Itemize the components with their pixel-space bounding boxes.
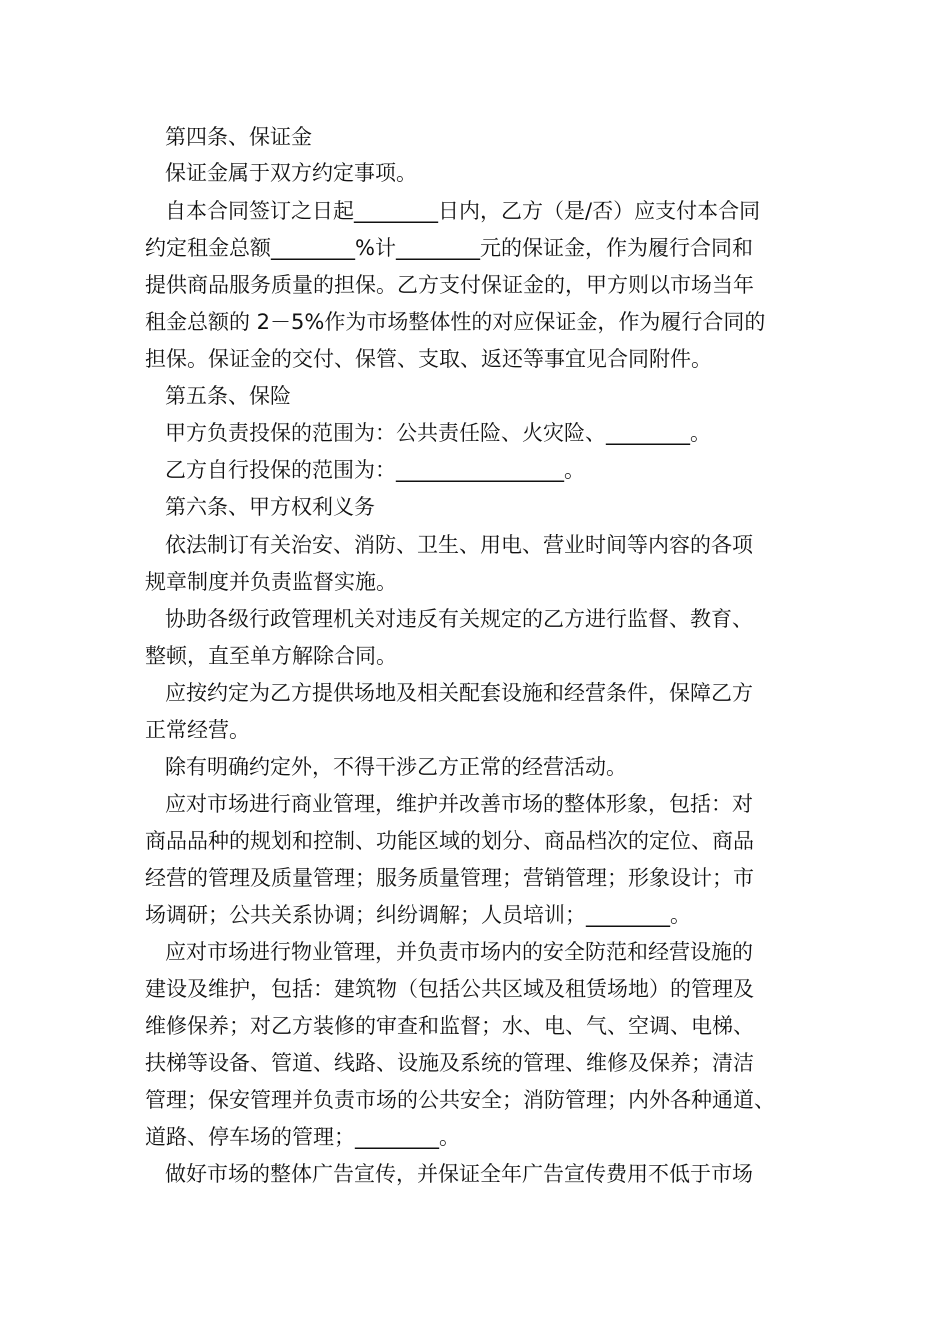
paragraph-line: 保证金属于双方约定事项。 xyxy=(165,161,417,185)
paragraph-line: 道路、停车场的管理；________。 xyxy=(145,1125,460,1149)
paragraph-line: 甲方负责投保的范围为：公共责任险、火灾险、________。 xyxy=(165,421,711,445)
paragraph-line: 依法制订有关治安、消防、卫生、用电、营业时间等内容的各项 xyxy=(165,533,753,557)
paragraph-line: 自本合同签订之日起________日内，乙方（是/否）应支付本合同 xyxy=(165,199,761,223)
paragraph-line: 商品品种的规划和控制、功能区域的划分、商品档次的定位、商品 xyxy=(145,829,754,853)
paragraph-line: 应对市场进行商业管理，维护并改善市场的整体形象，包括：对 xyxy=(165,792,753,816)
paragraph-line: 提供商品服务质量的担保。乙方支付保证金的，甲方则以市场当年 xyxy=(145,273,754,297)
paragraph-line: 场调研；公共关系协调；纠纷调解；人员培训；________。 xyxy=(145,903,691,927)
paragraph-line: 正常经营。 xyxy=(145,718,250,742)
paragraph-line: 经营的管理及质量管理；服务质量管理；营销管理；形象设计；市 xyxy=(145,866,754,890)
section-heading-5: 第五条、保险 xyxy=(165,384,291,408)
paragraph-line: 规章制度并负责监督实施。 xyxy=(145,570,397,594)
paragraph-line: 应对市场进行物业管理，并负责市场内的安全防范和经营设施的 xyxy=(165,940,753,964)
section-heading-4: 第四条、保证金 xyxy=(165,125,312,149)
paragraph-line: 协助各级行政管理机关对违反有关规定的乙方进行监督、教育、 xyxy=(165,607,753,631)
paragraph-line: 租金总额的 2－5%作为市场整体性的对应保证金，作为履行合同的 xyxy=(145,310,766,334)
paragraph-line: 维修保养；对乙方装修的审查和监督；水、电、气、空调、电梯、 xyxy=(145,1014,754,1038)
section-heading-6: 第六条、甲方权利义务 xyxy=(165,495,375,519)
paragraph-line: 整顿，直至单方解除合同。 xyxy=(145,644,397,668)
paragraph-line: 除有明确约定外，不得干涉乙方正常的经营活动。 xyxy=(165,755,627,779)
paragraph-line: 担保。保证金的交付、保管、支取、返还等事宜见合同附件。 xyxy=(145,347,712,371)
paragraph-line: 建设及维护，包括：建筑物（包括公共区域及租赁场地）的管理及 xyxy=(145,977,754,1001)
paragraph-line: 管理；保安管理并负责市场的公共安全；消防管理；内外各种通道、 xyxy=(145,1088,775,1112)
paragraph-line: 应按约定为乙方提供场地及相关配套设施和经营条件，保障乙方 xyxy=(165,681,753,705)
paragraph-line: 做好市场的整体广告宣传，并保证全年广告宣传费用不低于市场 xyxy=(165,1162,753,1186)
paragraph-line: 约定租金总额________%计________元的保证金，作为履行合同和 xyxy=(145,236,753,260)
paragraph-line: 乙方自行投保的范围为：________________。 xyxy=(165,458,585,482)
paragraph-line: 扶梯等设备、管道、线路、设施及系统的管理、维修及保养；清洁 xyxy=(145,1051,754,1075)
